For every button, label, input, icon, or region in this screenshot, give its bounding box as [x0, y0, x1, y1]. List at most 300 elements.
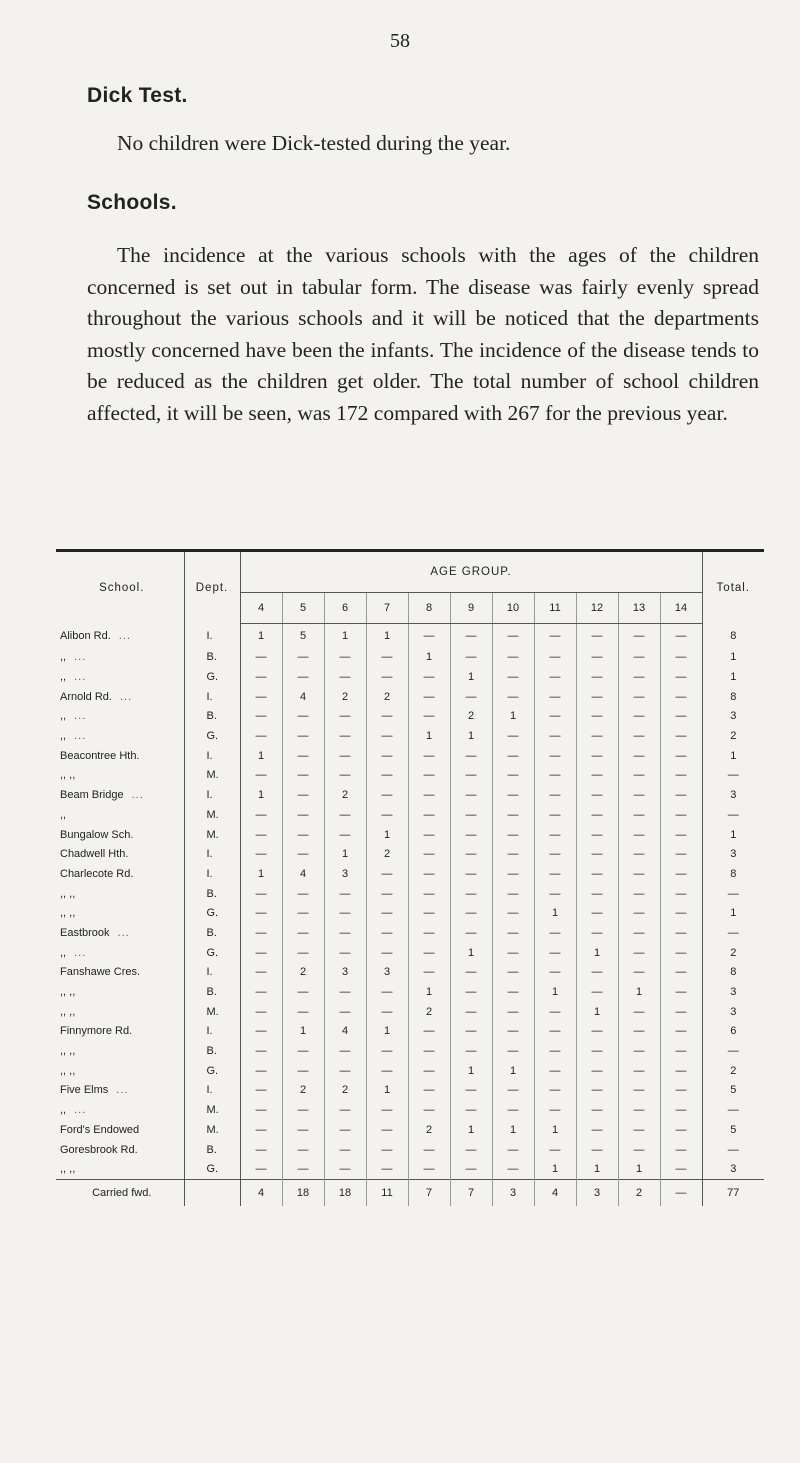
dept-cell: M.: [184, 1100, 240, 1120]
age-count-cell: 1: [450, 943, 492, 963]
age-count-cell: —: [240, 982, 282, 1002]
age-count-cell: —: [492, 785, 534, 805]
school-name-text: Arnold Rd.: [60, 690, 112, 703]
schools-heading: Schools.: [87, 191, 177, 214]
age-count-cell: —: [534, 785, 576, 805]
age-count-cell: —: [324, 1002, 366, 1022]
dept-cell: I.: [184, 1022, 240, 1042]
age-count-cell: —: [534, 1002, 576, 1022]
age-count-cell: —: [492, 726, 534, 746]
age-count-cell: —: [366, 746, 408, 766]
school-name: [56, 1041, 184, 1061]
age-count-cell: —: [324, 1100, 366, 1120]
age-count-cell: 2: [324, 687, 366, 707]
age-count-cell: —: [534, 825, 576, 845]
school-name-text: Ford's Endowed: [60, 1123, 140, 1136]
header-dept: Dept.: [184, 551, 240, 624]
age-count-cell: —: [660, 707, 702, 727]
age-count-cell: —: [492, 825, 534, 845]
age-count-cell: —: [534, 667, 576, 687]
age-count-cell: —: [408, 923, 450, 943]
age-count-cell: —: [240, 825, 282, 845]
dept-cell: B.: [184, 1041, 240, 1061]
age-count-cell: —: [282, 903, 324, 923]
school-name: [56, 903, 184, 923]
age-count-cell: —: [450, 963, 492, 983]
age-count-cell: —: [660, 1140, 702, 1160]
age-count-cell: —: [366, 1159, 408, 1179]
dept-cell: M.: [184, 825, 240, 845]
age-count-cell: —: [492, 624, 534, 648]
table-row: [56, 963, 764, 983]
age-count-cell: —: [324, 1140, 366, 1160]
age-count-cell: —: [576, 805, 618, 825]
age-count-cell: —: [408, 1081, 450, 1101]
age-count-cell: —: [534, 943, 576, 963]
header-age-6: 6: [324, 593, 366, 624]
age-count-cell: —: [492, 687, 534, 707]
age-count-cell: —: [324, 648, 366, 668]
carried-forward-value: 4: [240, 1180, 282, 1207]
header-age-9: 9: [450, 593, 492, 624]
age-count-cell: —: [576, 648, 618, 668]
age-count-cell: 1: [534, 1120, 576, 1140]
age-count-cell: —: [660, 648, 702, 668]
age-count-cell: —: [408, 1100, 450, 1120]
age-count-cell: —: [618, 667, 660, 687]
age-count-cell: —: [492, 1041, 534, 1061]
school-name-text: Eastbrook: [60, 926, 110, 939]
dept-cell: M.: [184, 1002, 240, 1022]
age-count-cell: —: [576, 624, 618, 648]
age-count-cell: —: [450, 844, 492, 864]
age-count-cell: —: [282, 766, 324, 786]
age-count-cell: —: [324, 1120, 366, 1140]
age-count-cell: —: [282, 1041, 324, 1061]
age-count-cell: —: [282, 707, 324, 727]
age-count-cell: —: [240, 963, 282, 983]
dept-cell: B.: [184, 1140, 240, 1160]
age-count-cell: —: [660, 726, 702, 746]
dept-cell: G.: [184, 726, 240, 746]
age-count-cell: —: [324, 884, 366, 904]
table-row: [56, 1140, 764, 1160]
age-count-cell: —: [534, 746, 576, 766]
school-name: [56, 805, 184, 825]
school-name-text: Goresbrook Rd.: [60, 1143, 138, 1156]
age-count-cell: —: [282, 884, 324, 904]
age-count-cell: 1: [450, 1061, 492, 1081]
age-count-cell: —: [282, 825, 324, 845]
carried-forward-value: —: [660, 1180, 702, 1207]
age-count-cell: —: [618, 746, 660, 766]
age-count-cell: —: [450, 805, 492, 825]
total-cell: 8: [702, 687, 764, 707]
age-count-cell: —: [576, 726, 618, 746]
table-row: [56, 1081, 764, 1101]
table-row: [56, 1159, 764, 1179]
age-count-cell: 2: [450, 707, 492, 727]
age-count-cell: 1: [618, 1159, 660, 1179]
age-count-cell: —: [660, 687, 702, 707]
age-count-cell: —: [618, 785, 660, 805]
leader-dots: ...: [74, 1104, 87, 1117]
table-body: [56, 624, 764, 1207]
age-count-cell: —: [660, 943, 702, 963]
age-count-cell: 2: [324, 785, 366, 805]
table-row: [56, 943, 764, 963]
school-name-text: ,,: [60, 1104, 67, 1117]
age-count-cell: —: [618, 1041, 660, 1061]
age-count-cell: 1: [576, 1159, 618, 1179]
age-count-cell: —: [534, 884, 576, 904]
age-count-cell: —: [324, 766, 366, 786]
age-count-cell: —: [576, 746, 618, 766]
age-count-cell: —: [240, 903, 282, 923]
age-count-cell: 1: [240, 785, 282, 805]
age-count-cell: —: [492, 746, 534, 766]
header-age-10: 10: [492, 593, 534, 624]
school-name-text: ,,: [60, 710, 67, 723]
age-count-cell: —: [534, 726, 576, 746]
age-count-cell: —: [366, 726, 408, 746]
table-row: [56, 903, 764, 923]
age-count-cell: —: [576, 923, 618, 943]
age-count-cell: —: [660, 903, 702, 923]
age-count-cell: 2: [408, 1120, 450, 1140]
dept-cell: I.: [184, 864, 240, 884]
school-name: [56, 624, 184, 648]
table-row: [56, 1061, 764, 1081]
leader-dots: ...: [74, 730, 87, 743]
age-count-cell: —: [408, 1140, 450, 1160]
age-count-cell: —: [660, 805, 702, 825]
leader-dots: ...: [118, 629, 131, 642]
age-count-cell: —: [240, 648, 282, 668]
age-count-cell: —: [660, 1100, 702, 1120]
age-count-cell: 2: [408, 1002, 450, 1022]
school-name-text: Bungalow Sch.: [60, 828, 134, 841]
age-count-cell: 1: [240, 624, 282, 648]
age-count-cell: —: [618, 864, 660, 884]
age-count-cell: —: [324, 805, 366, 825]
header-age-13: 13: [618, 593, 660, 624]
age-count-cell: 1: [450, 667, 492, 687]
age-count-cell: —: [366, 1100, 408, 1120]
school-name: [56, 687, 184, 707]
age-count-cell: —: [450, 1159, 492, 1179]
age-count-cell: —: [366, 884, 408, 904]
age-count-cell: —: [576, 864, 618, 884]
age-count-cell: —: [450, 982, 492, 1002]
age-count-cell: —: [492, 667, 534, 687]
school-name: [56, 707, 184, 727]
age-count-cell: 1: [450, 1120, 492, 1140]
school-name: [56, 766, 184, 786]
age-count-cell: —: [660, 844, 702, 864]
table-row: [56, 648, 764, 668]
age-count-cell: —: [660, 825, 702, 845]
school-name-text: ,, ,,: [60, 1045, 76, 1058]
age-count-cell: 1: [366, 825, 408, 845]
age-count-cell: —: [282, 982, 324, 1002]
age-count-cell: —: [240, 1140, 282, 1160]
age-count-cell: —: [618, 805, 660, 825]
age-count-cell: —: [240, 1100, 282, 1120]
age-count-cell: —: [450, 1022, 492, 1042]
age-count-cell: —: [282, 746, 324, 766]
age-count-cell: 1: [240, 746, 282, 766]
age-count-cell: —: [534, 1140, 576, 1160]
age-count-cell: —: [576, 982, 618, 1002]
table-row: [56, 884, 764, 904]
age-count-cell: —: [408, 766, 450, 786]
age-count-cell: —: [408, 667, 450, 687]
age-count-cell: —: [534, 963, 576, 983]
school-name: [56, 1140, 184, 1160]
school-name: [56, 785, 184, 805]
age-count-cell: —: [240, 1022, 282, 1042]
age-count-cell: —: [576, 707, 618, 727]
school-name: [56, 1120, 184, 1140]
header-age-5: 5: [282, 593, 324, 624]
age-count-cell: 4: [282, 864, 324, 884]
age-count-cell: —: [618, 1022, 660, 1042]
table-row: [56, 667, 764, 687]
age-count-cell: —: [240, 844, 282, 864]
age-count-cell: —: [366, 943, 408, 963]
dept-cell: I.: [184, 746, 240, 766]
school-name: [56, 844, 184, 864]
age-count-cell: 2: [366, 687, 408, 707]
dept-cell: G.: [184, 903, 240, 923]
total-cell: —: [702, 805, 764, 825]
age-count-cell: —: [366, 1041, 408, 1061]
dept-cell: G.: [184, 1061, 240, 1081]
total-cell: 3: [702, 1159, 764, 1179]
age-count-cell: —: [366, 648, 408, 668]
age-count-cell: —: [660, 785, 702, 805]
age-count-cell: —: [324, 903, 366, 923]
dept-cell: I.: [184, 785, 240, 805]
school-name: [56, 1100, 184, 1120]
total-cell: 3: [702, 982, 764, 1002]
age-count-cell: —: [492, 1002, 534, 1022]
total-cell: —: [702, 1041, 764, 1061]
total-cell: 3: [702, 707, 764, 727]
age-count-cell: —: [534, 687, 576, 707]
age-count-cell: —: [240, 1002, 282, 1022]
age-count-cell: —: [618, 1120, 660, 1140]
age-count-cell: —: [618, 903, 660, 923]
age-count-cell: 1: [492, 1061, 534, 1081]
age-count-cell: —: [450, 648, 492, 668]
table-row: [56, 844, 764, 864]
table-row: [56, 923, 764, 943]
age-count-cell: —: [618, 963, 660, 983]
age-count-cell: 1: [240, 864, 282, 884]
age-count-cell: 3: [324, 864, 366, 884]
carried-forward-dept: [184, 1180, 240, 1207]
age-count-cell: —: [366, 1120, 408, 1140]
schools-paragraph: The incidence at the various schools with the ages of the children concerned is set out in tabular form. The disease was fairly evenly spread throughout the various schools and it will be noticed that the departments mostly concerned have been the infants. The incidence of the disease tends to be reduced as the children get older. The total number of school children affected, it will be seen, was 172 compared with 267 for the previous year.: [87, 243, 759, 425]
school-name: [56, 825, 184, 845]
dept-cell: B.: [184, 884, 240, 904]
total-cell: 3: [702, 844, 764, 864]
age-count-cell: —: [534, 1022, 576, 1042]
table-row: [56, 982, 764, 1002]
age-count-cell: —: [240, 766, 282, 786]
school-name: [56, 1002, 184, 1022]
age-count-cell: —: [408, 624, 450, 648]
age-count-cell: —: [576, 1041, 618, 1061]
age-count-cell: 1: [408, 726, 450, 746]
incidence-table-wrapper: [56, 549, 764, 1206]
age-count-cell: —: [660, 746, 702, 766]
age-count-cell: —: [576, 687, 618, 707]
age-count-cell: —: [282, 1120, 324, 1140]
age-count-cell: —: [408, 825, 450, 845]
school-name-text: Charlecote Rd.: [60, 867, 134, 880]
school-name-text: ,,: [60, 730, 67, 743]
age-count-cell: —: [660, 963, 702, 983]
school-name-text: ,,: [60, 808, 67, 821]
age-count-cell: —: [450, 785, 492, 805]
school-name-text: Beam Bridge: [60, 789, 124, 802]
age-count-cell: —: [408, 1159, 450, 1179]
age-count-cell: —: [492, 884, 534, 904]
age-count-cell: —: [450, 766, 492, 786]
age-count-cell: —: [282, 1100, 324, 1120]
age-count-cell: —: [618, 766, 660, 786]
age-count-cell: 1: [408, 982, 450, 1002]
school-name-text: ,, ,,: [60, 769, 76, 782]
header-total: Total.: [702, 551, 764, 624]
age-count-cell: 1: [366, 1022, 408, 1042]
age-count-cell: —: [618, 943, 660, 963]
age-count-cell: —: [408, 884, 450, 904]
age-count-cell: 1: [492, 707, 534, 727]
table-row: [56, 1120, 764, 1140]
carried-forward-label: Carried fwd.: [56, 1180, 184, 1207]
school-name: [56, 746, 184, 766]
age-count-cell: —: [618, 624, 660, 648]
age-count-cell: —: [618, 1081, 660, 1101]
age-count-cell: —: [534, 648, 576, 668]
school-name: [56, 923, 184, 943]
school-name-text: Beacontree Hth.: [60, 749, 140, 762]
dept-cell: M.: [184, 1120, 240, 1140]
age-count-cell: —: [492, 1100, 534, 1120]
carried-forward-value: 7: [408, 1180, 450, 1207]
school-name: [56, 982, 184, 1002]
age-count-cell: —: [576, 963, 618, 983]
age-count-cell: 1: [366, 1081, 408, 1101]
age-count-cell: —: [366, 903, 408, 923]
total-cell: 8: [702, 624, 764, 648]
age-count-cell: —: [534, 923, 576, 943]
age-count-cell: —: [408, 746, 450, 766]
age-count-cell: —: [534, 864, 576, 884]
total-cell: —: [702, 923, 764, 943]
age-count-cell: —: [366, 1002, 408, 1022]
age-count-cell: 4: [282, 687, 324, 707]
age-count-cell: —: [450, 825, 492, 845]
age-count-cell: —: [240, 1081, 282, 1101]
age-count-cell: 1: [450, 726, 492, 746]
dept-cell: B.: [184, 648, 240, 668]
age-count-cell: —: [240, 687, 282, 707]
school-name-text: ,,: [60, 946, 67, 959]
age-count-cell: —: [660, 884, 702, 904]
age-count-cell: —: [492, 923, 534, 943]
age-count-cell: —: [534, 624, 576, 648]
total-cell: —: [702, 1100, 764, 1120]
age-count-cell: —: [660, 864, 702, 884]
age-count-cell: —: [324, 825, 366, 845]
school-name-text: Chadwell Hth.: [60, 848, 129, 861]
age-count-cell: —: [660, 667, 702, 687]
school-name-text: ,, ,,: [60, 1064, 76, 1077]
header-age-8: 8: [408, 593, 450, 624]
total-cell: 5: [702, 1081, 764, 1101]
leader-dots: ...: [74, 651, 87, 664]
age-count-cell: —: [450, 746, 492, 766]
age-count-cell: —: [282, 1140, 324, 1160]
age-count-cell: 1: [618, 982, 660, 1002]
age-count-cell: —: [450, 624, 492, 648]
age-count-cell: —: [492, 1022, 534, 1042]
age-count-cell: —: [576, 1120, 618, 1140]
school-name: [56, 726, 184, 746]
table-row: [56, 624, 764, 648]
carried-forward-value: 18: [282, 1180, 324, 1207]
age-count-cell: —: [618, 1061, 660, 1081]
school-name: [56, 1061, 184, 1081]
carried-forward-value: 7: [450, 1180, 492, 1207]
age-count-cell: —: [408, 864, 450, 884]
age-count-cell: —: [492, 943, 534, 963]
total-cell: —: [702, 884, 764, 904]
table-row: [56, 1100, 764, 1120]
age-count-cell: —: [366, 923, 408, 943]
age-count-cell: —: [282, 844, 324, 864]
age-count-cell: —: [240, 1041, 282, 1061]
school-name: [56, 963, 184, 983]
school-name: [56, 648, 184, 668]
age-count-cell: —: [450, 1041, 492, 1061]
age-count-cell: —: [534, 1100, 576, 1120]
dept-cell: I.: [184, 687, 240, 707]
age-count-cell: —: [576, 1081, 618, 1101]
school-name: [56, 1022, 184, 1042]
age-count-cell: —: [324, 923, 366, 943]
header-age-12: 12: [576, 593, 618, 624]
age-count-cell: —: [576, 825, 618, 845]
age-count-cell: —: [660, 1081, 702, 1101]
age-count-cell: —: [240, 707, 282, 727]
age-count-cell: —: [660, 624, 702, 648]
age-count-cell: 4: [324, 1022, 366, 1042]
age-count-cell: —: [240, 943, 282, 963]
age-count-cell: —: [492, 963, 534, 983]
carried-forward-total: 77: [702, 1180, 764, 1207]
age-count-cell: —: [492, 1140, 534, 1160]
total-cell: 8: [702, 864, 764, 884]
table-row: [56, 1041, 764, 1061]
age-count-cell: —: [240, 805, 282, 825]
age-count-cell: —: [450, 884, 492, 904]
